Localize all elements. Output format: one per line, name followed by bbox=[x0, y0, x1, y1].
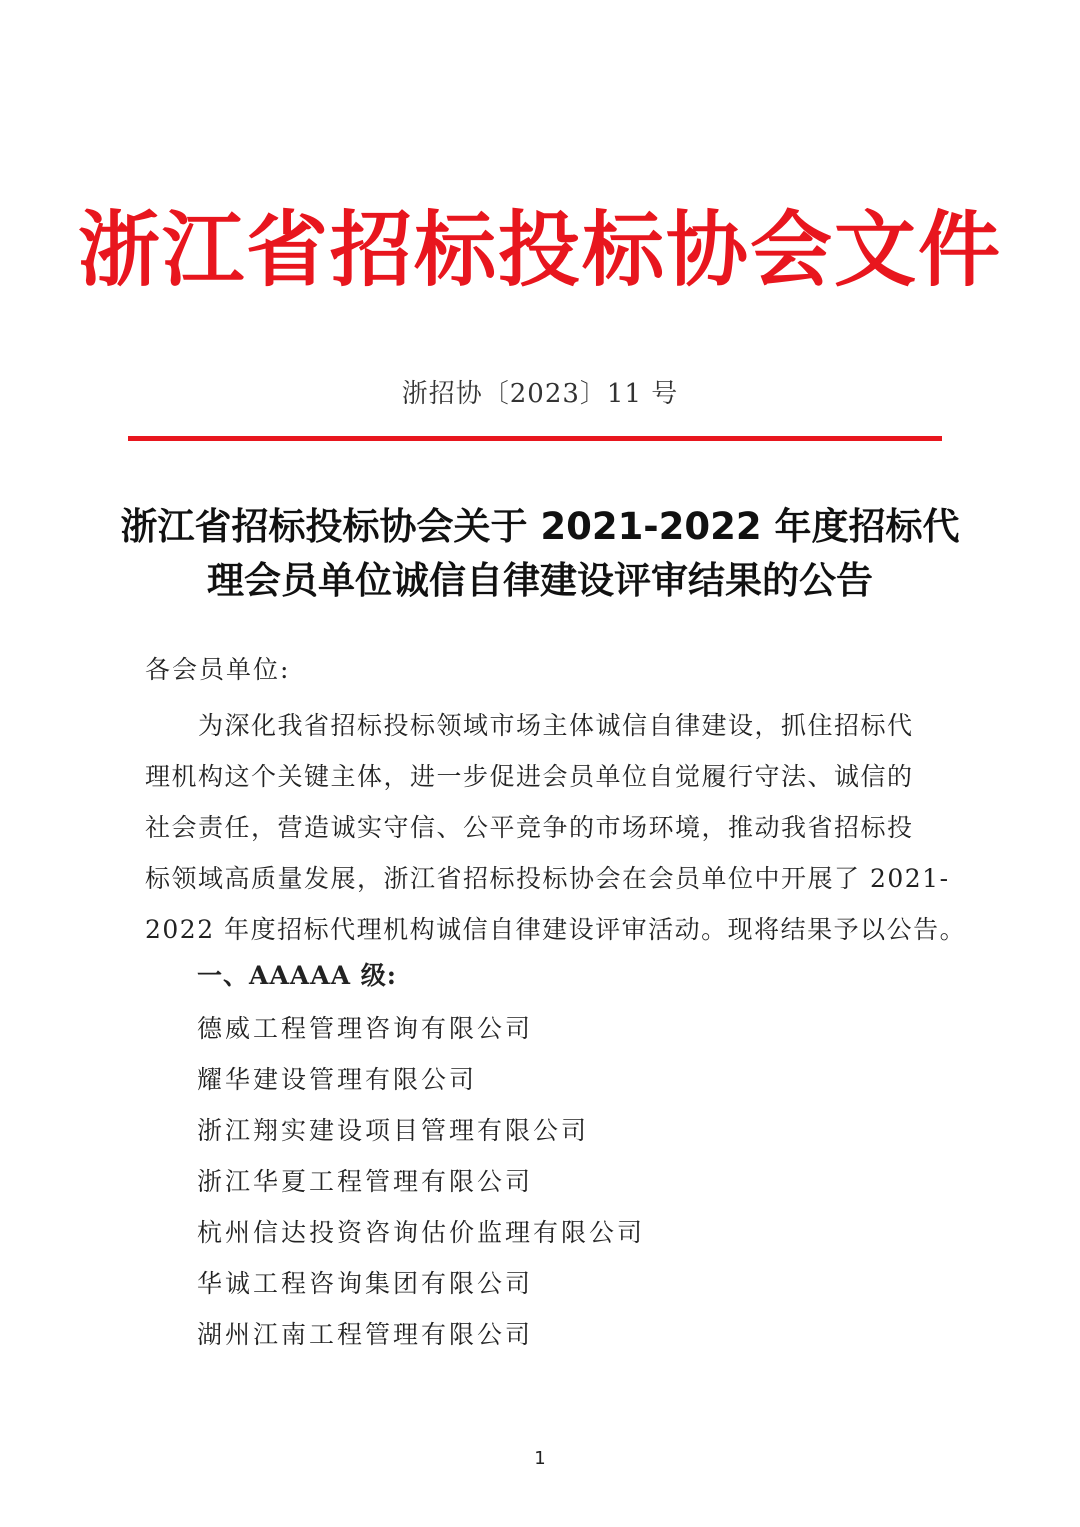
masthead-title: 浙江省招标投标协会文件 bbox=[77, 203, 1002, 298]
title-line-1: 浙江省招标投标协会关于 2021-2022 年度招标代 bbox=[120, 505, 960, 548]
company-item: 浙江翔实建设项目管理有限公司 bbox=[197, 1116, 590, 1145]
announcement-title bbox=[100, 500, 980, 608]
title-line-2: 理会员单位诚信自律建设评审结果的公告 bbox=[207, 559, 873, 602]
company-item: 华诚工程咨询集团有限公司 bbox=[197, 1269, 534, 1298]
salutation: 各会员单位: bbox=[145, 655, 291, 684]
body-paragraph bbox=[145, 700, 967, 955]
page-number: 1 bbox=[534, 1448, 546, 1469]
body-line: 2022 年度招标代理机构诚信自律建设评审活动。现将结果予以公告。 bbox=[145, 915, 967, 944]
body-line: 为深化我省招标投标领域市场主体诚信自律建设，抓住招标代 bbox=[145, 711, 914, 740]
company-list bbox=[197, 1003, 645, 1360]
company-item: 湖州江南工程管理有限公司 bbox=[197, 1320, 534, 1349]
company-item: 杭州信达投资咨询估价监理有限公司 bbox=[197, 1218, 646, 1247]
section-heading-aaaaa: 一、AAAAA 级: bbox=[197, 961, 397, 990]
company-item: 德威工程管理咨询有限公司 bbox=[197, 1014, 534, 1043]
red-divider-line bbox=[128, 436, 942, 441]
body-line: 标领域高质量发展，浙江省招标投标协会在会员单位中开展了 2021- bbox=[145, 864, 950, 893]
company-item: 浙江华夏工程管理有限公司 bbox=[197, 1167, 534, 1196]
document-number: 浙招协〔2023〕11 号 bbox=[401, 379, 679, 409]
body-line: 社会责任，营造诚实守信、公平竞争的市场环境，推动我省招标投 bbox=[145, 813, 914, 842]
company-item: 耀华建设管理有限公司 bbox=[197, 1065, 478, 1094]
body-line: 理机构这个关键主体，进一步促进会员单位自觉履行守法、诚信的 bbox=[145, 762, 914, 791]
